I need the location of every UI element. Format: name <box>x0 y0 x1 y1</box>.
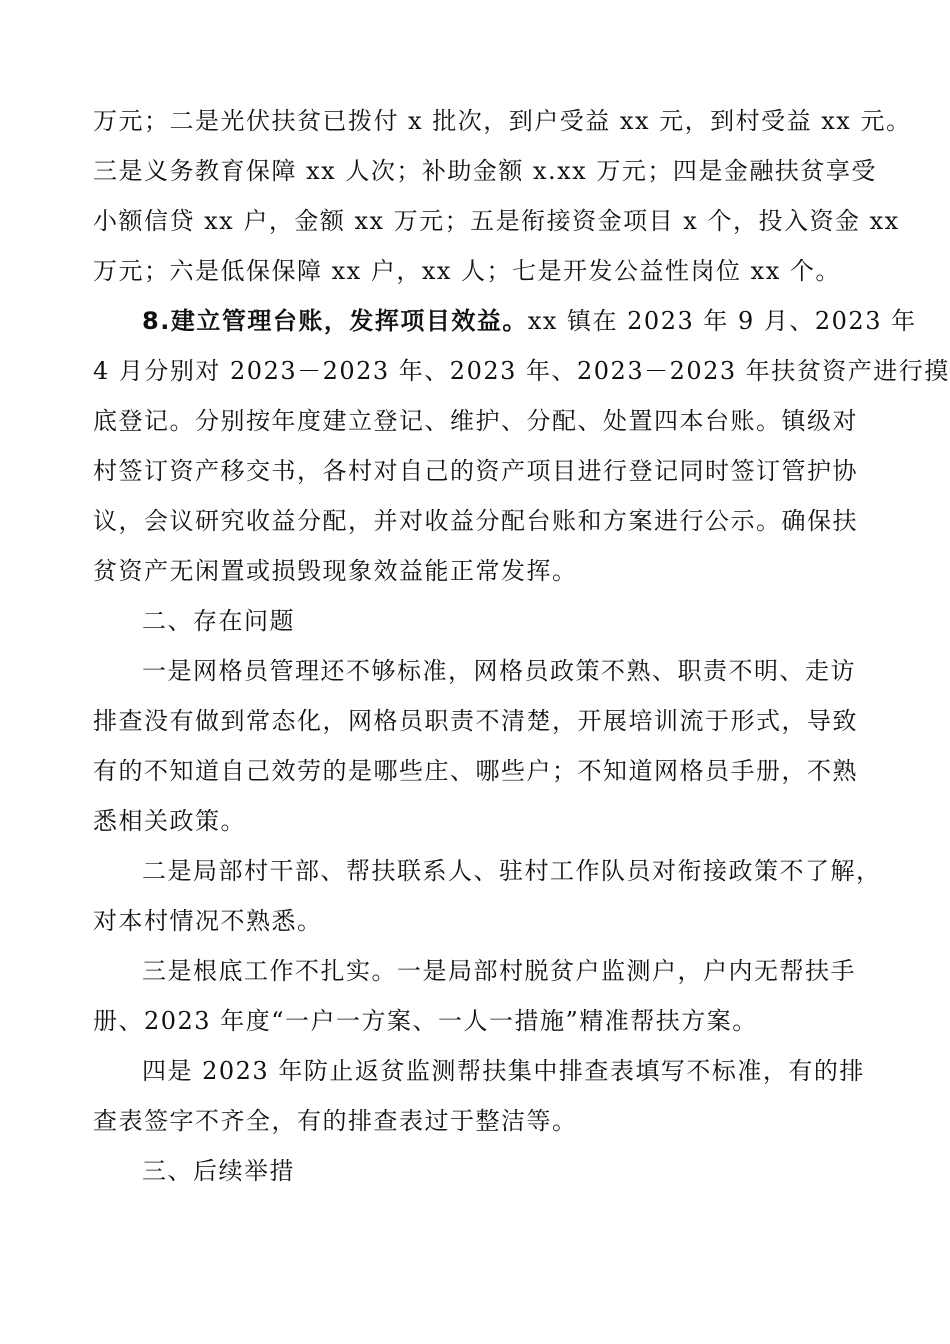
para2-line-4: 村签订资产移交书，各村对自己的资产项目进行登记同时签订管护协 <box>93 457 858 485</box>
s2-item3-line-2: 册、2023 年度“一户一方案、一人一措施”精准帮扶方案。 <box>93 1007 758 1035</box>
para2-line-2: 4 月分别对 2023－2023 年、2023 年、2023－2023 年扶贫资产进行摸 <box>93 357 950 385</box>
para1-line-1: 万元；二是光伏扶贫已拨付 x 批次，到户受益 xx 元，到村受益 xx 元。 <box>93 107 912 135</box>
para1-line-4: 万元；六是低保保障 xx 户，xx 人；七是开发公益性岗位 xx 个。 <box>93 257 841 285</box>
para2-first-line <box>142 306 917 336</box>
s2-item3-line-1: 三是根底工作不扎实。一是局部村脱贫户监测户，户内无帮扶手 <box>142 957 856 985</box>
para2-line-6: 贫资产无闲置或损毁现象效益能正常发挥。 <box>93 557 578 585</box>
s2-item4-line-1: 四是 2023 年防止返贫监测帮扶集中排查表填写不标准，有的排 <box>142 1057 865 1085</box>
s2-item2-line-1: 二是局部村干部、帮扶联系人、驻村工作队员对衔接政策不了解， <box>142 857 882 885</box>
para2-first-line-rest: xx 镇在 2023 年 9 月、2023 年 <box>527 307 917 335</box>
s2-item1-line-3: 有的不知道自己效劳的是哪些庄、哪些户；不知道网格员手册，不熟 <box>93 757 858 785</box>
para2-line-3: 底登记。分别按年度建立登记、维护、分配、处置四本台账。镇级对 <box>93 407 858 435</box>
section2-heading: 二、存在问题 <box>142 607 295 635</box>
s2-item1-line-2: 排查没有做到常态化，网格员职责不清楚，开展培训流于形式，导致 <box>93 707 858 735</box>
s2-item2-line-2: 对本村情况不熟悉。 <box>93 907 323 935</box>
para1-line-3: 小额信贷 xx 户，金额 xx 万元；五是衔接资金项目 x 个，投入资金 xx <box>93 207 900 235</box>
section3-heading: 三、后续举措 <box>142 1157 295 1185</box>
s2-item1-line-4: 悉相关政策。 <box>93 807 246 835</box>
s2-item1-line-1: 一是网格员管理还不够标准，网格员政策不熟、职责不明、走访 <box>142 657 856 685</box>
para1-line-2: 三是义务教育保障 xx 人次；补助金额 x.xx 万元；四是金融扶贫享受 <box>93 157 877 185</box>
para2-line-5: 议，会议研究收益分配，并对收益分配台账和方案进行公示。确保扶 <box>93 507 858 535</box>
para2-title: 8.建立管理台账，发挥项目效益。 <box>142 307 528 335</box>
s2-item4-line-2: 查表签字不齐全，有的排查表过于整洁等。 <box>93 1107 578 1135</box>
